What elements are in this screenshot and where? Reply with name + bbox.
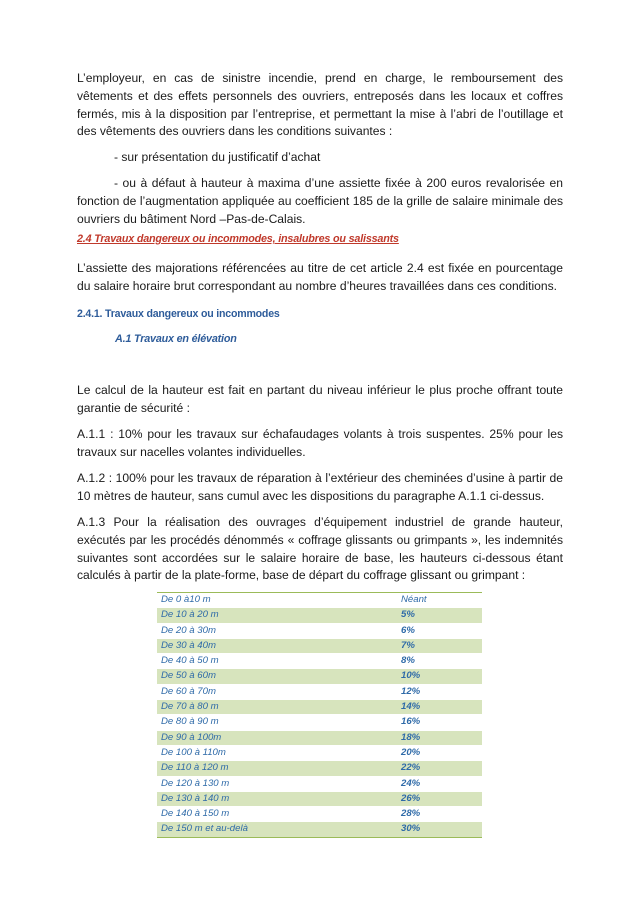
paragraph-a-1-3: A.1.3 Pour la réalisation des ouvrages d’équipement industriel de grande hauteur, exécutés par les procédés dénommés « coffrage glissants ou grimpants », les indemnités suivantes sont accordées sur le salaire horaire de base, les hauteurs ci-dessous étant calculés à partir de la plate-forme, base de départ du coffrage glissant ou grimpant : (77, 515, 563, 583)
allowance-value-cell: 30% (397, 822, 482, 837)
height-allowance-table (157, 592, 482, 838)
paragraph-intro: L’employeur, en cas de sinistre incendie, prend en charge, le remboursement des vêtements et des effets personnels des ouvriers, entreposés dans les locaux et coffres fermés, mis à la disposition par l’entreprise, et permettant la mise à l’abri de l’outillage et des vêtements des ouvriers dans les conditions suivantes : (77, 71, 563, 139)
table-row (157, 745, 482, 760)
table-row (157, 822, 482, 837)
height-range-cell: De 130 à 140 m (157, 791, 397, 806)
table-row (157, 608, 482, 623)
height-range-cell: De 80 à 90 m (161, 716, 219, 728)
height-range-cell: De 90 à 100m (157, 730, 397, 745)
allowance-value-cell: 12% (401, 685, 421, 697)
table-row (157, 638, 482, 653)
allowance-value-cell: 5% (397, 608, 482, 623)
table-row (157, 684, 482, 699)
height-range-cell: De 110 à 120 m (157, 761, 397, 776)
height-range-cell: De 120 à 130 m (161, 777, 230, 789)
height-range-cell: De 10 à 20 m (157, 608, 397, 623)
allowance-value-cell: 16% (401, 716, 421, 728)
height-range-cell: De 20 à 30m (161, 624, 216, 636)
allowance-value-cell: 10% (397, 669, 482, 684)
allowance-value-cell: 24% (401, 777, 421, 789)
allowance-value-cell: 20% (401, 746, 421, 758)
height-range-cell: De 100 à 110m (161, 746, 226, 758)
height-range-cell: De 40 à 50 m (161, 655, 219, 667)
paragraph-a-1-1: A.1.1 : 10% pour les travaux sur échafaudages volants à trois suspentes. 25% pour les travaux sur nacelles volantes individuelles. (77, 427, 563, 459)
bullet-receipt: - sur présentation du justificatif d’achat (114, 150, 321, 164)
table-row (157, 623, 482, 638)
height-range-cell: De 60 à 70m (161, 685, 216, 697)
allowance-value-cell: 28% (401, 808, 421, 820)
section-heading-2-4-1: 2.4.1. Travaux dangereux ou incommodes (77, 308, 280, 320)
paragraph-height-calculation: Le calcul de la hauteur est fait en partant du niveau inférieur le plus proche offrant toute garantie de sécurité : (77, 383, 563, 415)
table-row (157, 761, 482, 776)
section-heading-a1: A.1 Travaux en élévation (115, 333, 237, 345)
section-heading-2-4: 2.4 Travaux dangereux ou incommodes, insalubres ou salissants (77, 233, 399, 245)
table-row (157, 669, 482, 684)
height-range-cell: De 70 à 80 m (157, 700, 397, 715)
height-range-cell: De 30 à 40m (157, 638, 397, 653)
table-row (157, 776, 482, 791)
table-row (157, 593, 482, 608)
table-row (157, 654, 482, 669)
paragraph-a-1-2: A.1.2 : 100% pour les travaux de réparation à l’extérieur des cheminées d’usine à partir de 10 mètres de hauteur, sans cumul avec les dispositions du paragraphe A.1.1 ci-dessus. (77, 471, 563, 503)
allowance-value-cell: 6% (401, 624, 415, 636)
table-row (157, 807, 482, 822)
bullet-fixed-amount: - ou à défaut à hauteur à maxima d’une assiette fixée à 200 euros revalorisée en fonction de l’augmentation appliquée au coefficient 185 de la grille de salaire minimale des ouvriers du bâtiment Nord –Pas-de-Calais. (77, 176, 563, 226)
allowance-value-cell: 26% (397, 791, 482, 806)
height-range-cell: De 0 à10 m (157, 593, 397, 608)
allowance-value-cell: 8% (401, 655, 415, 667)
paragraph-2-4: L’assiette des majorations référencées au titre de cet article 2.4 est fixée en pourcentage du salaire horaire brut correspondant au nombre d’heures travaillées dans ces conditions. (77, 261, 563, 293)
table-row (157, 715, 482, 730)
allowance-value-cell: 7% (397, 638, 482, 653)
allowance-value-cell: 14% (397, 700, 482, 715)
height-range-cell: De 140 à 150 m (161, 808, 230, 820)
allowance-value-cell: 18% (397, 730, 482, 745)
allowance-value-cell: Néant (397, 593, 482, 608)
height-range-cell: De 50 à 60m (157, 669, 397, 684)
table-row (157, 791, 482, 806)
height-range-cell: De 150 m et au-delà (157, 822, 397, 837)
table-row (157, 730, 482, 745)
table-row (157, 700, 482, 715)
allowance-value-cell: 22% (397, 761, 482, 776)
